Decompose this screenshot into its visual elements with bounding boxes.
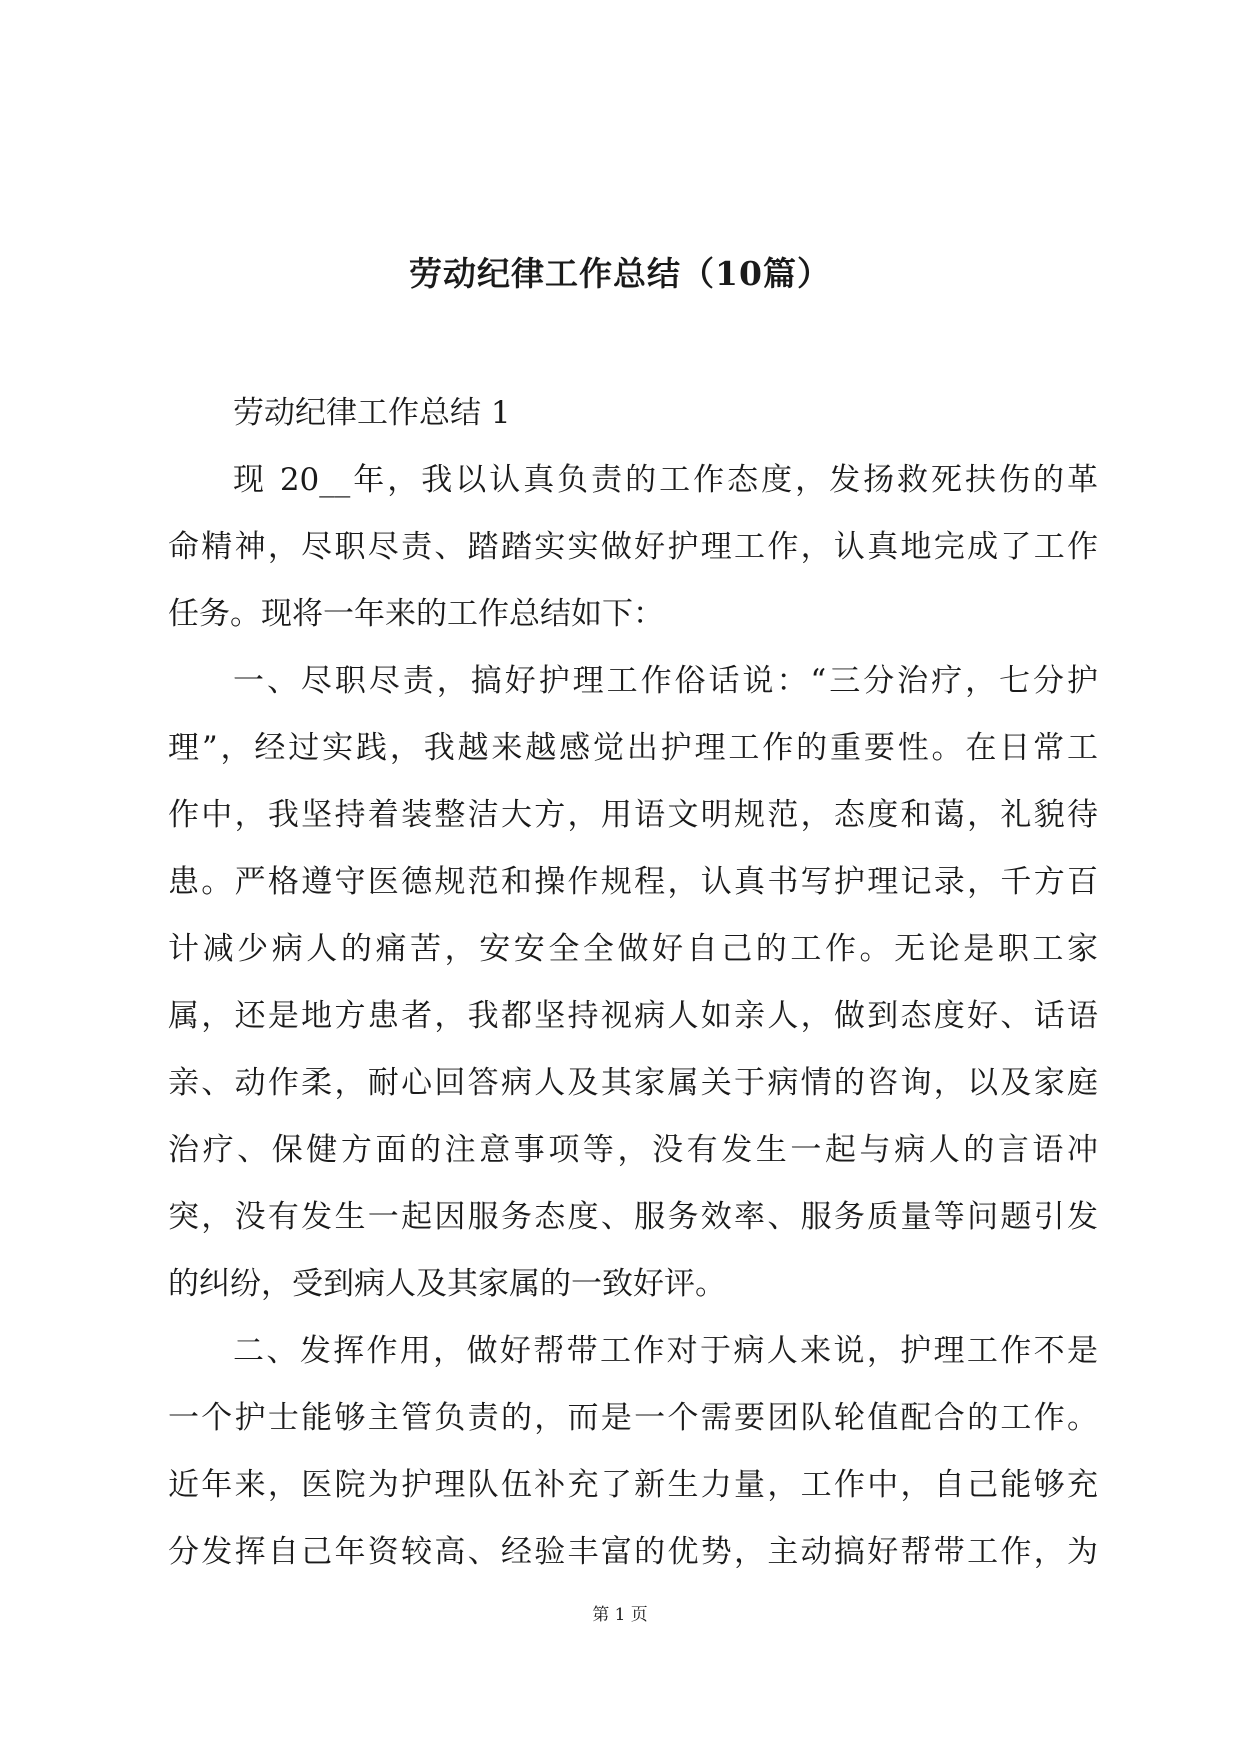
document-body (168, 380, 1098, 1586)
section-heading: 劳动纪律工作总结 1 (233, 395, 511, 431)
paragraph-line: 近年来，医院为护理队伍补充了新生力量，工作中，自己能够充 (168, 1467, 1098, 1503)
document-title: 劳动纪律工作总结（10篇） (409, 254, 831, 293)
paragraph-line: 二、发挥作用，做好帮带工作对于病人来说，护理工作不是 (233, 1333, 1098, 1369)
paragraph-line: 突，没有发生一起因服务态度、服务效率、服务质量等问题引发 (168, 1199, 1098, 1235)
paragraph-line: 现 20__年，我以认真负责的工作态度，发扬救死扶伤的革 (233, 462, 1098, 498)
paragraph-line: 属，还是地方患者，我都坚持视病人如亲人，做到态度好、话语 (168, 998, 1098, 1034)
paragraph-line: 患。严格遵守医德规范和操作规程，认真书写护理记录，千方百 (168, 864, 1098, 900)
paragraph-line: 作中，我坚持着装整洁大方，用语文明规范，态度和蔼，礼貌待 (168, 797, 1098, 833)
paragraph-line: 亲、动作柔，耐心回答病人及其家属关于病情的咨询，以及家庭 (168, 1065, 1098, 1101)
paragraph-line: 治疗、保健方面的注意事项等，没有发生一起与病人的言语冲 (168, 1132, 1098, 1168)
page-number: 第 1 页 (592, 1605, 648, 1625)
paragraph-line: 一、尽职尽责，搞好护理工作俗话说：“三分治疗，七分护 (233, 663, 1098, 699)
paragraph-line: 分发挥自己年资较高、经验丰富的优势，主动搞好帮带工作，为 (168, 1534, 1098, 1570)
paragraph-line: 的纠纷，受到病人及其家属的一致好评。 (168, 1266, 726, 1302)
paragraph-line: 理”，经过实践，我越来越感觉出护理工作的重要性。在日常工 (168, 730, 1098, 766)
paragraph-line: 一个护士能够主管负责的，而是一个需要团队轮值配合的工作。 (168, 1400, 1098, 1436)
paragraph-line: 命精神，尽职尽责、踏踏实实做好护理工作，认真地完成了工作 (168, 529, 1098, 565)
paragraph-line: 计减少病人的痛苦，安安全全做好自己的工作。无论是职工家 (168, 931, 1098, 967)
paragraph-line: 任务。现将一年来的工作总结如下： (168, 596, 664, 632)
